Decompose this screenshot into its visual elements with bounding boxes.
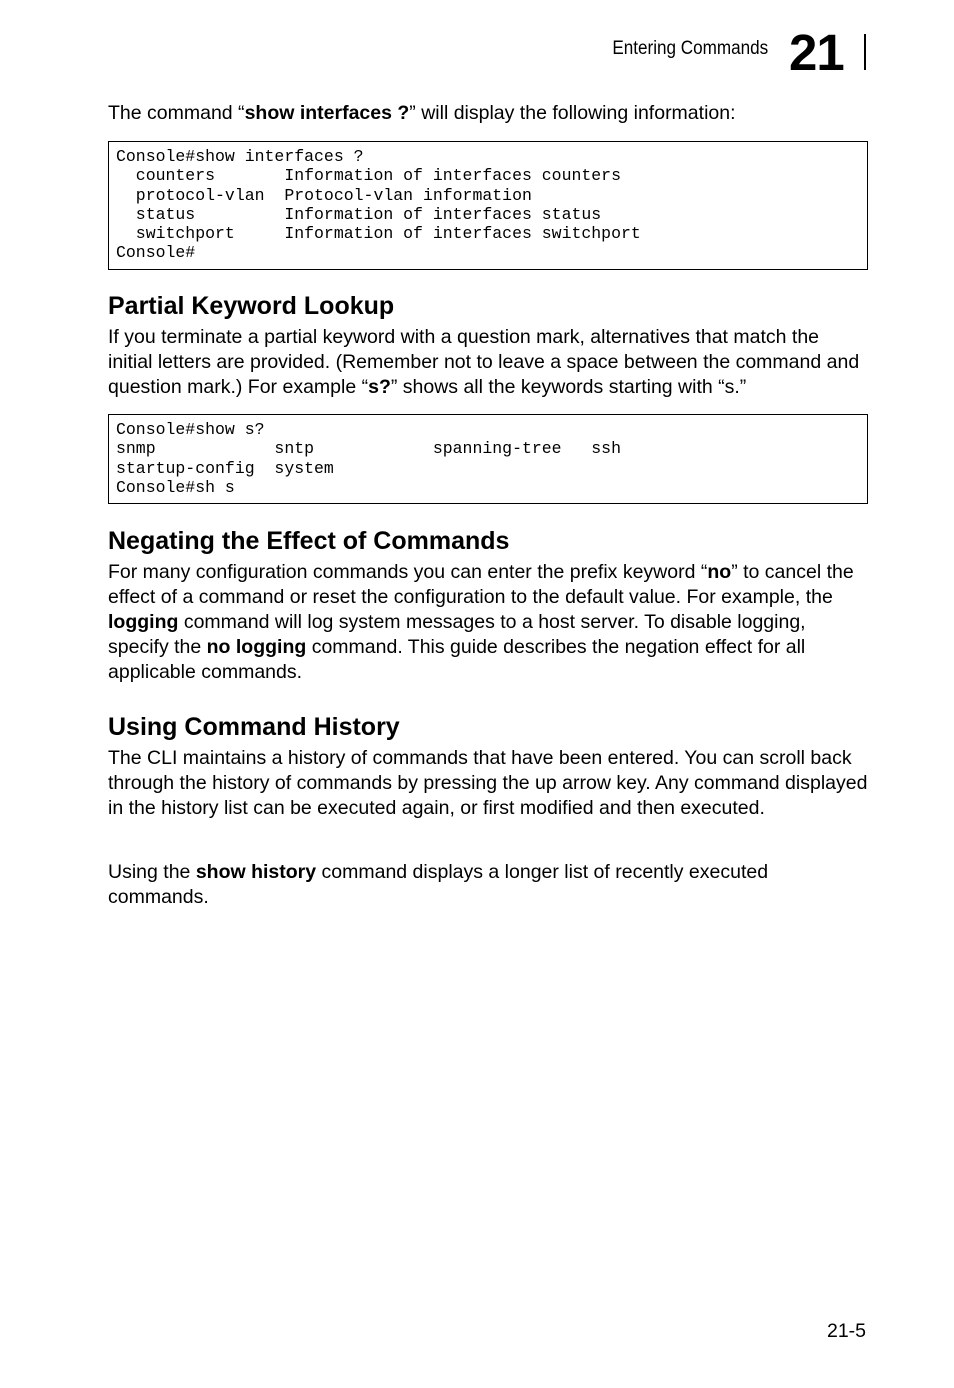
heading-negating: Negating the Effect of Commands [108, 527, 510, 555]
running-header: Entering Commands [612, 38, 768, 59]
code-block-show-s: Console#show s? snmp sntp spanning-tree ssh startup-config system Console#sh s [108, 414, 868, 504]
page-number: 21-5 [826, 1320, 866, 1342]
intro-paragraph: The command “show interfaces ?” will display the following information: [108, 102, 736, 124]
history-paragraph-1: The CLI maintains a history of commands that have been entered. You can scroll back through the history of commands by pressing the up arrow key. Any command displayed in the history list can be executed again, or first modified and then executed. [108, 747, 868, 819]
command-show-interfaces: show interfaces ? [244, 102, 410, 124]
heading-command-history: Using Command History [108, 713, 400, 741]
code-block-show-interfaces: Console#show interfaces ? counters Information of interfaces counters protocol-vlan Protocol-vlan information status Information of interfaces status switchport Information of interfaces switchport Console# [108, 141, 868, 270]
negating-paragraph: For many configuration commands you can enter the prefix keyword “no” to cancel the effect of a command or reset the configuration to the default value. For example, the logging command will log system messages to a host server. To disable logging, specify the no logging command. This guide describes the negation effect for all applicable commands. [108, 561, 854, 683]
chapter-number: 21 [789, 24, 844, 81]
partial-paragraph: If you terminate a partial keyword with a question mark, alternatives that match the initial letters are provided. (Remember not to leave a space between the command and question mark.) For example “s?” shows all the keywords starting with “s.” [108, 326, 860, 398]
chapter-rule [864, 34, 866, 70]
heading-partial-keyword-lookup: Partial Keyword Lookup [108, 292, 395, 320]
history-paragraph-2: Using the show history command displays a longer list of recently executed commands. [108, 861, 769, 908]
